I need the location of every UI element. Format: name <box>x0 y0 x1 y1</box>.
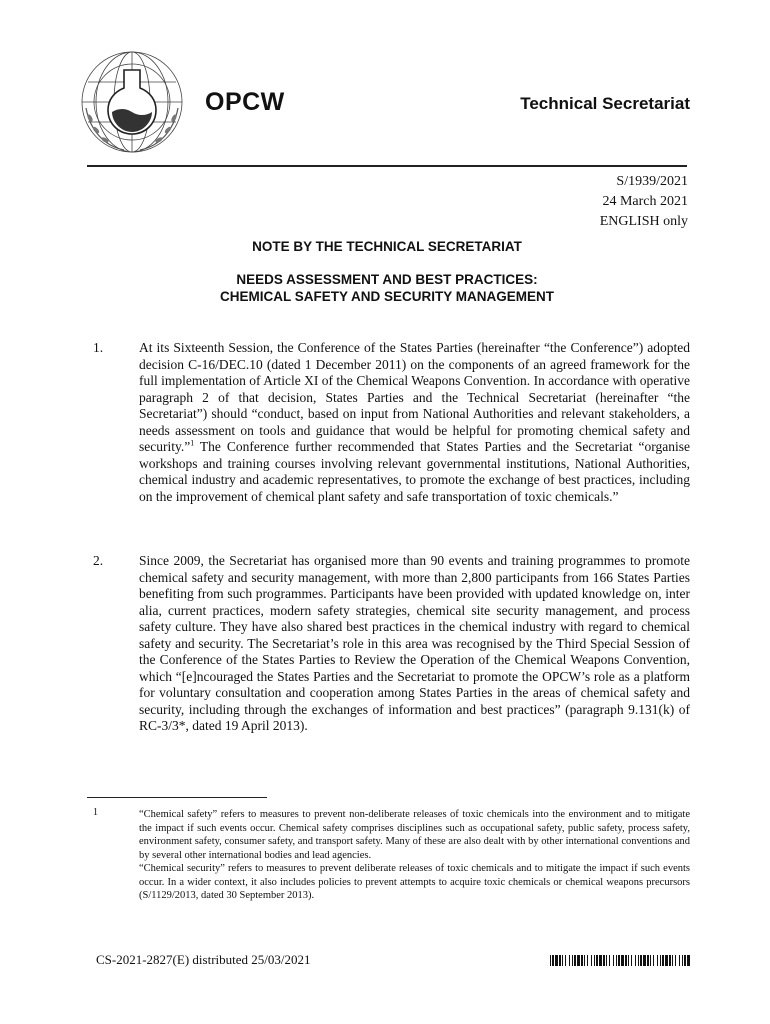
distribution-line: CS-2021-2827(E) distributed 25/03/2021 <box>96 952 311 967</box>
subtitle-line-2: CHEMICAL SAFETY AND SECURITY MANAGEMENT <box>219 289 555 304</box>
footnote-body <box>139 808 690 903</box>
footnote <box>87 808 690 903</box>
paragraph-2 <box>87 553 690 735</box>
document-date: 24 March 2021 <box>602 194 688 209</box>
footnote-number: 1 <box>93 807 98 818</box>
subtitle-line-1: NEEDS ASSESSMENT AND BEST PRACTICES: <box>236 272 538 287</box>
paragraph-text-part: At its Sixteenth Session, the Conference of the States Parties (hereinafter “the Conference”) adopted decision C-16/DEC.10 (dated 1 December 2011) on the components of an agreed framework for the full implementation of Article XI of the Chemical Weapons Convention. In accordance with operative paragraph 2 of that decision, States Parties and the Technical Secretariat (hereinafter “the Secretariat”) should “conduct, based on input from National Authorities and relevant stakeholders, a needs assessment on tools and guidance that would be helpful for promoting chemical safety and security.” <box>139 340 690 454</box>
footnote-divider <box>87 797 267 798</box>
paragraph-text-part: The Conference further recommended that States Parties and the Secretariat “organise workshops and training courses involving relevant governmental institutions, National Authorities, chemical industry and academic representatives, to promote the exchange of best practices, including on the improvement of chemical plant safety and safe transportation of toxic chemicals.” <box>139 439 690 504</box>
document-title: NOTE BY THE TECHNICAL SECRETARIAT <box>252 239 522 254</box>
document-metadata <box>600 172 688 232</box>
organization-name: OPCW <box>205 88 285 116</box>
paragraph-number: 2. <box>93 553 104 568</box>
paragraph-number: 1. <box>93 340 104 355</box>
barcode-icon <box>550 955 690 966</box>
opcw-emblem-icon <box>78 48 186 156</box>
paragraph-text: Since 2009, the Secretariat has organised more than 90 events and training programmes to promote chemical safety and security management, with more than 2,800 participants from 166 States Parties benefiting from such programmes. Participants have been provided with updated knowledge on, inter alia, current practices, modern safety strategies, chemical site security management, and process safety culture. They have also shared best practices in the chemical industry with regard to chemical safety and security. The Secretariat’s role in this area was recognised by the Third Special Session of the Conference of the States Parties to Review the Operation of the Chemical Weapons Convention, which “[e]ncouraged the States Parties and the Secretariat to promote the OPCW’s role as a platform for voluntary consultation and cooperation among States Parties in the areas of chemical safety and security, including through the exchanges of information and best practices” (paragraph 9.131(k) of RC-3/3*, dated 19 April 2013). <box>139 553 690 733</box>
department-name: Technical Secretariat <box>520 94 690 113</box>
document-language: ENGLISH only <box>599 214 688 229</box>
footnote-chemical-safety: “Chemical safety” refers to measures to prevent non-deliberate releases of toxic chemicals into the environment and to mitigate the impact if such events occur. Chemical safety comprises disciplines such as occupational safety, public safety, process safety, environment safety, consumer safety, and transport safety. Many of these are also dealt with by other international conventions and by several other international bodies and lead agencies. <box>139 809 690 861</box>
document-number: S/1939/2021 <box>616 174 688 189</box>
header-divider <box>87 165 687 167</box>
paragraph-text <box>139 340 690 505</box>
footnote-chemical-security: “Chemical security” refers to measures to prevent deliberate releases of toxic chemicals and to mitigate the impact if such events occur. In a wider context, it also includes policies to prevent attempts to acquire toxic chemicals or chemical weapons precursors (S/1129/2013, dated 30 September 2013). <box>139 863 690 901</box>
paragraph-1 <box>87 340 690 505</box>
footnote-reference[interactable]: 1 <box>190 438 195 448</box>
document-subtitle <box>87 271 687 305</box>
